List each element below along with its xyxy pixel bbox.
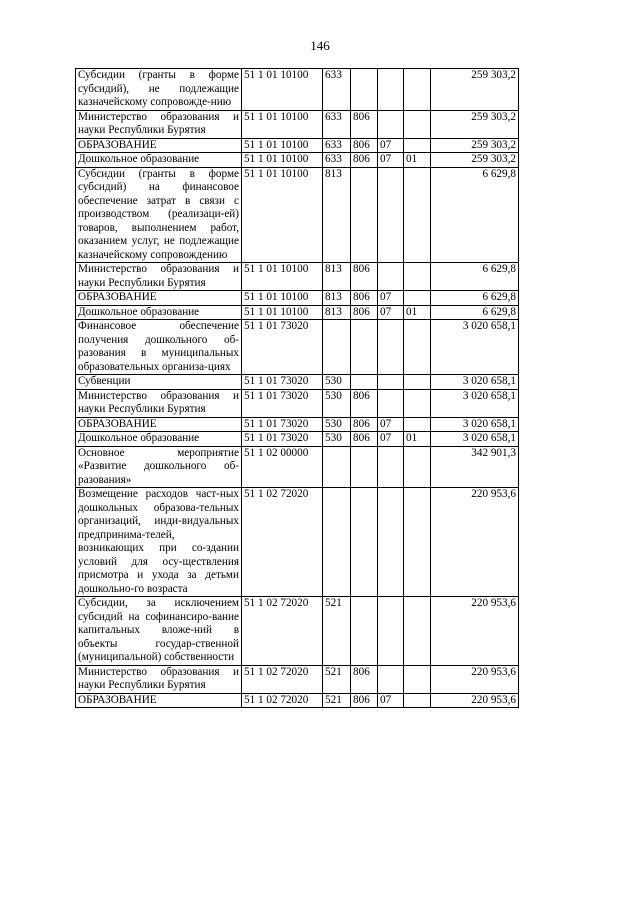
row-name-cell: Субсидии (гранты в форме субсидий), не подлежащие казначейскому сопровожде-нию <box>76 69 242 111</box>
subsection-cell <box>404 167 431 263</box>
ministry-code-cell <box>351 167 378 263</box>
ministry-code-cell: 806 <box>351 417 378 432</box>
target-article-cell: 51 1 01 10100 <box>242 153 323 168</box>
subsection-cell <box>404 320 431 375</box>
section-cell <box>378 389 404 417</box>
subsection-cell <box>404 291 431 306</box>
target-article-cell: 51 1 02 72020 <box>242 693 323 708</box>
expense-type-cell: 633 <box>323 69 351 111</box>
expense-type-cell: 530 <box>323 417 351 432</box>
section-cell: 07 <box>378 291 404 306</box>
amount-cell: 259 303,2 <box>431 110 519 138</box>
target-article-cell: 51 1 02 72020 <box>242 488 323 597</box>
table-row <box>76 488 519 597</box>
row-name-cell: Субвенции <box>76 375 242 390</box>
row-name-cell: Субсидии, за исключением субсидий на софинансиро-вание капитальных вложе-ний в объекты государ-ственной (муниципальной) собственности <box>76 597 242 666</box>
page-number: 146 <box>310 38 330 53</box>
table-row <box>76 446 519 488</box>
table-row <box>76 291 519 306</box>
ministry-code-cell <box>351 488 378 597</box>
ministry-code-cell: 806 <box>351 665 378 693</box>
target-article-cell: 51 1 01 10100 <box>242 291 323 306</box>
section-cell <box>378 597 404 666</box>
amount-cell: 220 953,6 <box>431 488 519 597</box>
ministry-code-cell: 806 <box>351 263 378 291</box>
target-article-cell: 51 1 02 00000 <box>242 446 323 488</box>
section-cell <box>378 69 404 111</box>
subsection-cell <box>404 665 431 693</box>
section-cell: 07 <box>378 305 404 320</box>
ministry-code-cell <box>351 446 378 488</box>
amount-cell: 3 020 658,1 <box>431 417 519 432</box>
row-name-cell: Субсидии (гранты в форме субсидий) на финансовое обеспечение затрат в связи с производством (реализаци-ей) товаров, выполнением работ, оказанием услуг, не подлежащие казначейскому сопровождению <box>76 167 242 263</box>
row-name-cell: ОБРАЗОВАНИЕ <box>76 417 242 432</box>
table-row <box>76 665 519 693</box>
amount-cell: 3 020 658,1 <box>431 389 519 417</box>
ministry-code-cell <box>351 597 378 666</box>
budget-table <box>75 68 519 708</box>
table-row <box>76 432 519 447</box>
row-name-cell: Министерство образования и науки Республики Бурятия <box>76 389 242 417</box>
row-name-cell: Министерство образования и науки Республики Бурятия <box>76 110 242 138</box>
expense-type-cell <box>323 446 351 488</box>
ministry-code-cell <box>351 69 378 111</box>
expense-type-cell: 633 <box>323 138 351 153</box>
target-article-cell: 51 1 01 10100 <box>242 167 323 263</box>
subsection-cell <box>404 389 431 417</box>
ministry-code-cell: 806 <box>351 389 378 417</box>
expense-type-cell: 813 <box>323 263 351 291</box>
subsection-cell <box>404 446 431 488</box>
ministry-code-cell: 806 <box>351 110 378 138</box>
row-name-cell: Дошкольное образование <box>76 153 242 168</box>
amount-cell: 3 020 658,1 <box>431 432 519 447</box>
expense-type-cell: 530 <box>323 375 351 390</box>
row-name-cell: Министерство образования и науки Республики Бурятия <box>76 263 242 291</box>
table-row <box>76 693 519 708</box>
expense-type-cell: 530 <box>323 432 351 447</box>
ministry-code-cell <box>351 375 378 390</box>
row-name-cell: ОБРАЗОВАНИЕ <box>76 291 242 306</box>
table-row <box>76 153 519 168</box>
amount-cell: 220 953,6 <box>431 665 519 693</box>
ministry-code-cell: 806 <box>351 153 378 168</box>
subsection-cell <box>404 417 431 432</box>
section-cell: 07 <box>378 432 404 447</box>
ministry-code-cell: 806 <box>351 432 378 447</box>
target-article-cell: 51 1 01 10100 <box>242 305 323 320</box>
expense-type-cell: 633 <box>323 153 351 168</box>
table-row <box>76 305 519 320</box>
table-row <box>76 263 519 291</box>
section-cell <box>378 375 404 390</box>
target-article-cell: 51 1 02 72020 <box>242 597 323 666</box>
target-article-cell: 51 1 01 73020 <box>242 375 323 390</box>
target-article-cell: 51 1 01 10100 <box>242 69 323 111</box>
subsection-cell <box>404 488 431 597</box>
subsection-cell <box>404 138 431 153</box>
subsection-cell: 01 <box>404 153 431 168</box>
row-name-cell: Дошкольное образование <box>76 305 242 320</box>
table-row <box>76 110 519 138</box>
section-cell <box>378 263 404 291</box>
target-article-cell: 51 1 01 73020 <box>242 389 323 417</box>
target-article-cell: 51 1 01 73020 <box>242 320 323 375</box>
amount-cell: 220 953,6 <box>431 693 519 708</box>
row-name-cell: ОБРАЗОВАНИЕ <box>76 693 242 708</box>
amount-cell: 6 629,8 <box>431 263 519 291</box>
subsection-cell <box>404 69 431 111</box>
amount-cell: 3 020 658,1 <box>431 320 519 375</box>
target-article-cell: 51 1 01 73020 <box>242 417 323 432</box>
budget-table-body <box>76 69 519 708</box>
row-name-cell: Основное мероприятие «Развитие дошкольного об-разования» <box>76 446 242 488</box>
section-cell: 07 <box>378 693 404 708</box>
table-row <box>76 320 519 375</box>
amount-cell: 6 629,8 <box>431 305 519 320</box>
expense-type-cell: 813 <box>323 167 351 263</box>
table-row <box>76 167 519 263</box>
row-name-cell: ОБРАЗОВАНИЕ <box>76 138 242 153</box>
ministry-code-cell: 806 <box>351 693 378 708</box>
amount-cell: 259 303,2 <box>431 138 519 153</box>
subsection-cell <box>404 597 431 666</box>
expense-type-cell: 813 <box>323 291 351 306</box>
section-cell <box>378 167 404 263</box>
ministry-code-cell: 806 <box>351 305 378 320</box>
subsection-cell <box>404 110 431 138</box>
expense-type-cell <box>323 320 351 375</box>
ministry-code-cell: 806 <box>351 291 378 306</box>
section-cell <box>378 320 404 375</box>
expense-type-cell: 521 <box>323 665 351 693</box>
table-row <box>76 375 519 390</box>
expense-type-cell: 530 <box>323 389 351 417</box>
row-name-cell: Дошкольное образование <box>76 432 242 447</box>
amount-cell: 3 020 658,1 <box>431 375 519 390</box>
target-article-cell: 51 1 02 72020 <box>242 665 323 693</box>
table-row <box>76 138 519 153</box>
expense-type-cell: 813 <box>323 305 351 320</box>
amount-cell: 6 629,8 <box>431 167 519 263</box>
section-cell <box>378 665 404 693</box>
section-cell <box>378 488 404 597</box>
section-cell <box>378 446 404 488</box>
target-article-cell: 51 1 01 10100 <box>242 110 323 138</box>
ministry-code-cell <box>351 320 378 375</box>
expense-type-cell: 521 <box>323 597 351 666</box>
target-article-cell: 51 1 01 10100 <box>242 263 323 291</box>
amount-cell: 6 629,8 <box>431 291 519 306</box>
section-cell: 07 <box>378 138 404 153</box>
table-row <box>76 417 519 432</box>
subsection-cell: 01 <box>404 305 431 320</box>
subsection-cell <box>404 263 431 291</box>
table-row <box>76 597 519 666</box>
expense-type-cell: 521 <box>323 693 351 708</box>
subsection-cell: 01 <box>404 432 431 447</box>
amount-cell: 220 953,6 <box>431 597 519 666</box>
section-cell: 07 <box>378 417 404 432</box>
table-row <box>76 389 519 417</box>
row-name-cell: Министерство образования и науки Республики Бурятия <box>76 665 242 693</box>
row-name-cell: Возмещение расходов част-ных дошкольных образова-тельных организаций, инди-видуальных предпринима-телей, возникающих при со-здании условий для осу-ществления присмотра и ухода за детьми дошкольно-го возраста <box>76 488 242 597</box>
section-cell: 07 <box>378 153 404 168</box>
table-row <box>76 69 519 111</box>
target-article-cell: 51 1 01 73020 <box>242 432 323 447</box>
expense-type-cell <box>323 488 351 597</box>
expense-type-cell: 633 <box>323 110 351 138</box>
amount-cell: 259 303,2 <box>431 153 519 168</box>
section-cell <box>378 110 404 138</box>
subsection-cell <box>404 375 431 390</box>
row-name-cell: Финансовое обеспечение получения дошкольного об-разования в муниципальных образовательных организа-циях <box>76 320 242 375</box>
ministry-code-cell: 806 <box>351 138 378 153</box>
amount-cell: 342 901,3 <box>431 446 519 488</box>
subsection-cell <box>404 693 431 708</box>
target-article-cell: 51 1 01 10100 <box>242 138 323 153</box>
amount-cell: 259 303,2 <box>431 69 519 111</box>
